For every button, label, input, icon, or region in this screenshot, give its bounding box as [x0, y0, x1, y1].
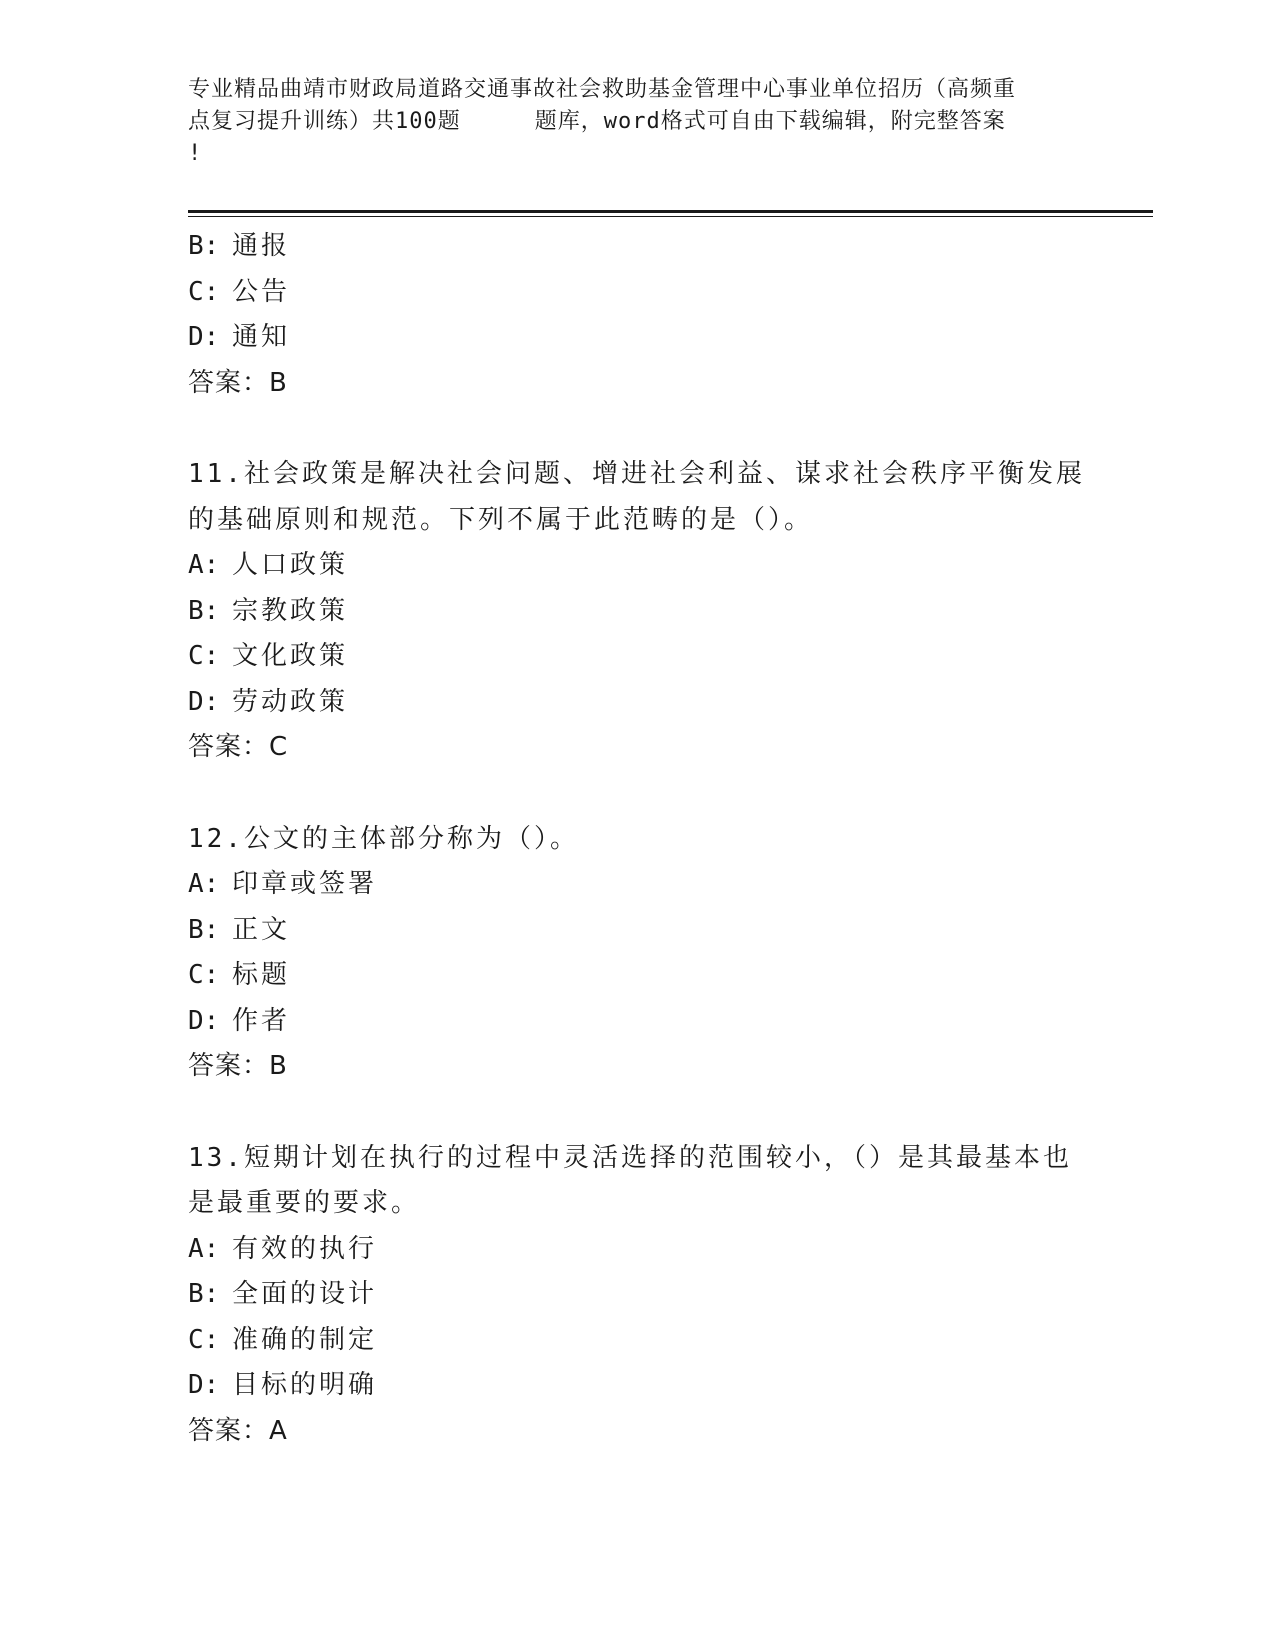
option-key: C:: [188, 960, 220, 990]
question-list: [188, 224, 1088, 1454]
option-row: [188, 315, 1088, 361]
question-text: 11.社会政策是解决社会问题、增进社会利益、谋求社会秩序平衡发展: [188, 459, 1085, 489]
question-block-11: [188, 452, 1088, 771]
option-text: 宗教政策: [232, 595, 349, 626]
question-text: 12.公文的主体部分称为（）。: [188, 823, 579, 854]
option-text: 通报: [232, 231, 291, 261]
option-key: A:: [188, 550, 220, 580]
option-key: C:: [188, 641, 220, 671]
header-line-3: !: [188, 141, 203, 166]
header-line-2-part-2: 题库，word格式可自由下载编辑，附完整答案: [534, 109, 1006, 134]
option-key: D:: [188, 1370, 220, 1400]
option-row: [188, 862, 1088, 908]
option-text: 人口政策: [232, 550, 349, 580]
question-block-prev: [188, 224, 1088, 406]
answer-line: 答案：B: [188, 1051, 288, 1081]
document-header: [188, 74, 1088, 170]
option-text: 劳动政策: [232, 686, 349, 717]
option-row: [188, 224, 1088, 270]
question-block-12: [188, 817, 1088, 1090]
option-text: 目标的明确: [232, 1370, 378, 1400]
option-key: C:: [188, 1324, 220, 1355]
option-text: 准确的制定: [232, 1324, 378, 1355]
option-row: [188, 543, 1088, 589]
question-text-cont: 的基础原则和规范。下列不属于此范畴的是（）。: [188, 504, 814, 535]
option-row: [188, 908, 1088, 954]
option-key: A:: [188, 869, 220, 899]
option-key: B:: [188, 595, 220, 626]
option-text: 文化政策: [232, 641, 349, 671]
header-line-2-part-1: 点复习提升训练）共100题: [188, 109, 461, 134]
option-row: [188, 953, 1088, 999]
question-text: 13.短期计划在执行的过程中灵活选择的范围较小，（）是其最基本也: [188, 1142, 1072, 1173]
option-row: [188, 680, 1088, 726]
answer-line: 答案：B: [188, 367, 288, 398]
option-text: 有效的执行: [232, 1233, 378, 1264]
option-row: [188, 589, 1088, 635]
option-key: A:: [188, 1233, 220, 1264]
header-line-1: 专业精品曲靖市财政局道路交通事故社会救助基金管理中心事业单位招历（高频重: [188, 77, 1017, 102]
option-key: D:: [188, 686, 220, 717]
option-key: D:: [188, 1005, 220, 1036]
option-row: [188, 634, 1088, 680]
option-row: [188, 1227, 1088, 1273]
option-row: [188, 1363, 1088, 1409]
answer-line: 答案：C: [188, 732, 289, 762]
option-text: 公告: [232, 276, 291, 307]
option-row: [188, 1272, 1088, 1318]
header-rule-thick: [188, 210, 1153, 213]
option-key: B:: [188, 231, 220, 261]
header-rule-thin: [188, 216, 1153, 217]
option-text: 作者: [232, 1005, 291, 1036]
option-key: D:: [188, 322, 220, 352]
option-row: [188, 1318, 1088, 1364]
option-row: [188, 270, 1088, 316]
option-text: 全面的设计: [232, 1279, 378, 1309]
option-key: B:: [188, 1279, 220, 1309]
option-text: 正文: [232, 914, 291, 945]
option-text: 印章或签署: [232, 869, 378, 899]
option-row: [188, 999, 1088, 1045]
answer-line: 答案：A: [188, 1415, 288, 1446]
question-block-13: [188, 1136, 1088, 1455]
question-text-cont: 是最重要的要求。: [188, 1188, 421, 1218]
option-key: B:: [188, 914, 220, 945]
option-text: 通知: [232, 322, 291, 352]
header-line-2: [188, 106, 1088, 138]
option-key: C:: [188, 276, 220, 307]
option-text: 标题: [232, 960, 291, 990]
